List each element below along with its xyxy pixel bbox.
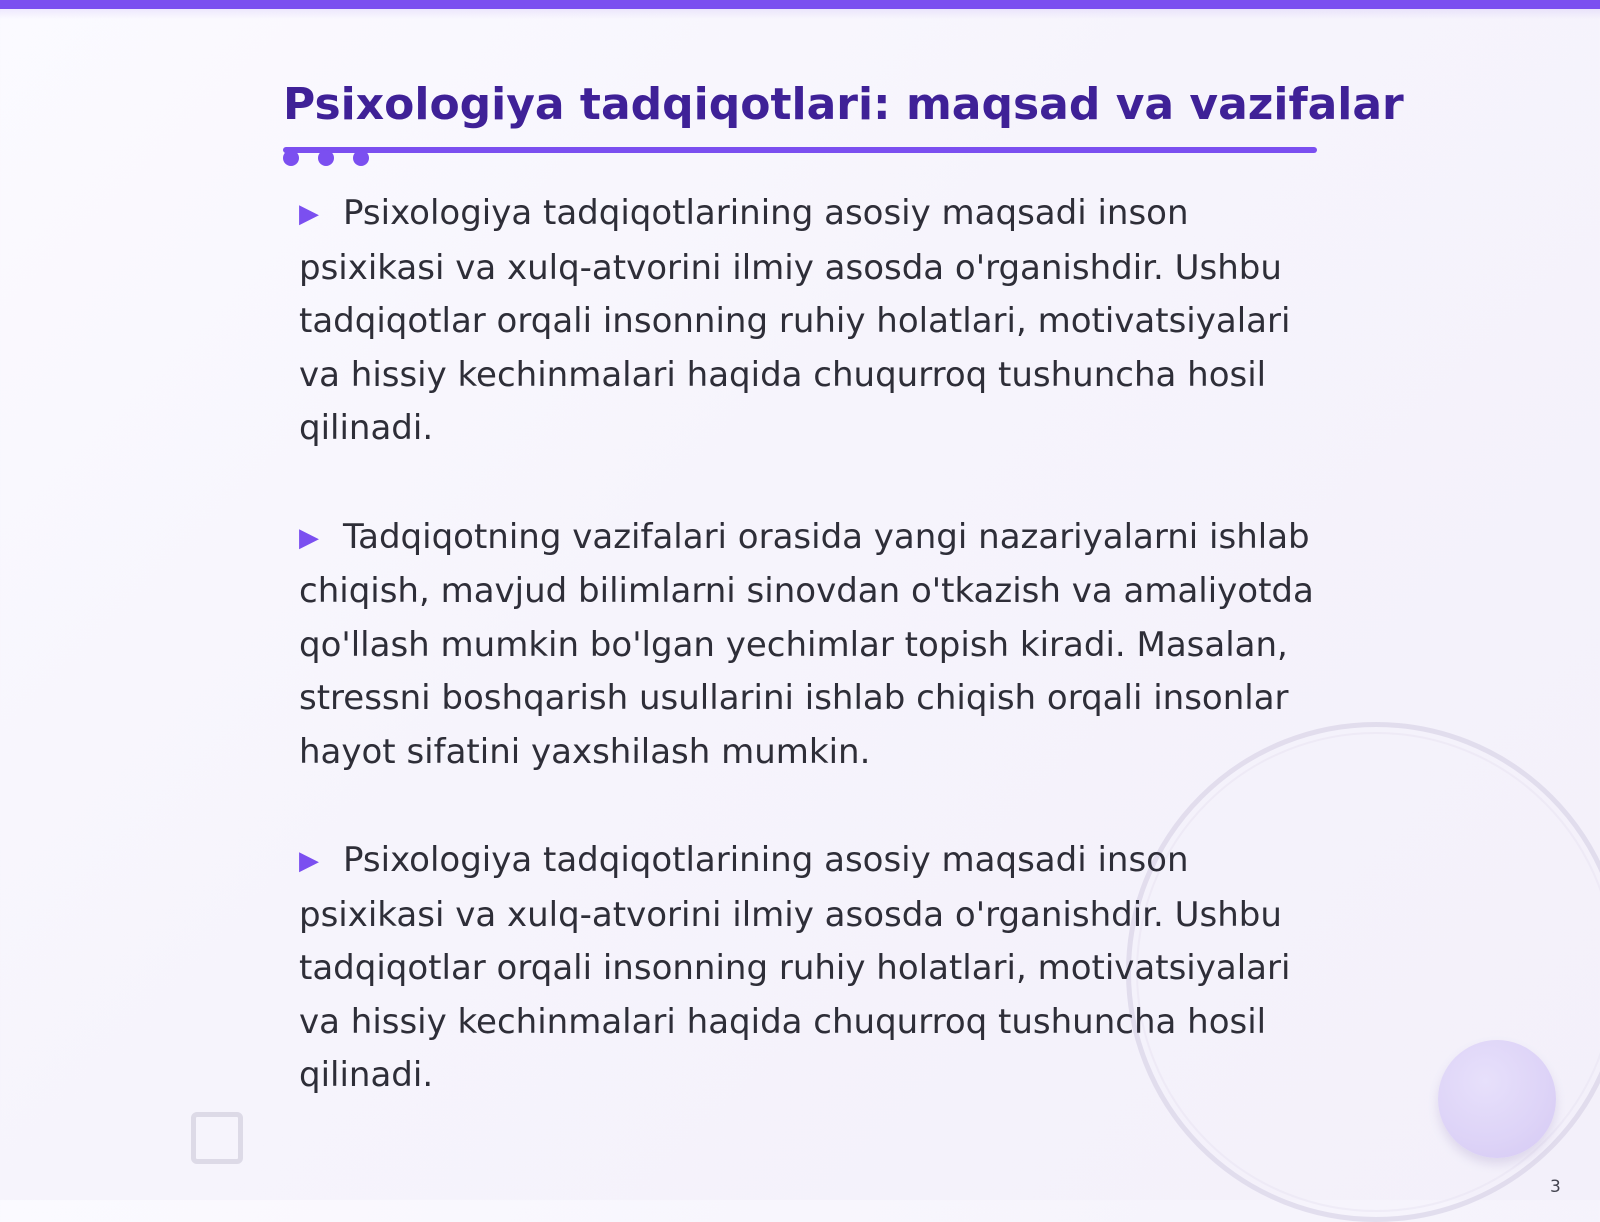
bullet-list (299, 187, 1319, 1103)
bullet-item (299, 511, 1319, 780)
bullet-text: Tadqiqotning vazifalari orasida yangi nazariyalarni ishlab chiqish, mavjud bilimlarni sinovdan o'tkazish va amaliyotda qo'llash mumkin bo'lgan yechimlar topish kiradi. Masalan, stressni boshqarish usullarini ishlab chiqish orqali insonlar hayot sifatini yaxshilash mumkin. (299, 516, 1314, 772)
slide-title: Psixologiya tadqiqotlari: maqsad va vazifalar (283, 79, 1404, 130)
underline-dot (318, 150, 334, 166)
triangle-bullet-icon: ▶ (299, 522, 319, 553)
decorative-square (191, 1112, 243, 1164)
underline-dot (353, 150, 369, 166)
bullet-text: Psixologiya tadqiqotlarining asosiy maqsadi inson psixikasi va xulq-atvorini ilmiy asosda o'rganishdir. Ushbu tadqiqotlar orqali insonning ruhiy holatlari, motivatsiyalari va hissiy kechinmalari haqida chuqurroq tushuncha hosil qilinadi. (299, 840, 1291, 1095)
top-accent-bar (0, 0, 1600, 9)
bullet-text: Psixologiya tadqiqotlarining asosiy maqsadi inson psixikasi va xulq-atvorini ilmiy asosda o'rganishdir. Ushbu tadqiqotlar orqali insonning ruhiy holatlari, motivatsiyalari va hissiy kechinmalari haqida chuqurroq tushuncha hosil qilinadi. (299, 193, 1291, 448)
underline-dot (283, 150, 299, 166)
triangle-bullet-icon: ▶ (299, 846, 319, 876)
bullet-item (299, 834, 1319, 1103)
decorative-circle (1438, 1040, 1556, 1158)
top-accent-bar-shadow (0, 9, 1600, 19)
page-number: 3 (1550, 1177, 1561, 1197)
bullet-item (299, 187, 1319, 456)
triangle-bullet-icon: ▶ (299, 199, 319, 229)
title-underline (283, 147, 1317, 153)
